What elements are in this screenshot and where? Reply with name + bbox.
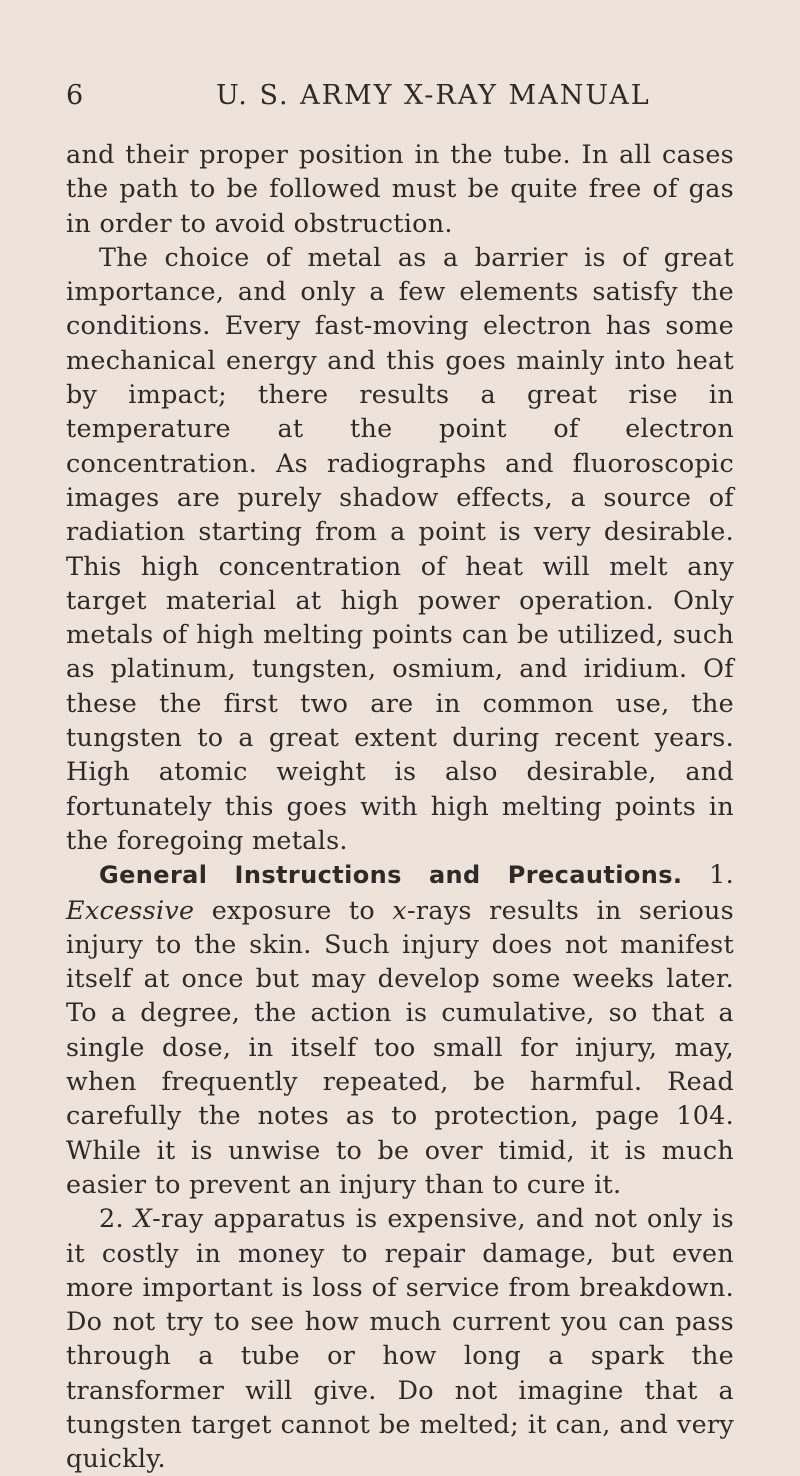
italic-lead-word: Excessive [66, 894, 195, 925]
page-number: 6 [66, 80, 85, 111]
paragraph-text: exposure to [211, 894, 376, 925]
item-number: 1. [709, 859, 734, 890]
paragraph-general-instructions [66, 857, 734, 1201]
italic-x: x [392, 894, 408, 925]
item-number: 2. [99, 1203, 124, 1234]
body-text [66, 137, 734, 1476]
paragraph-continuation: and their proper position in the tube. In all cases the path to be followed must be quite free of gas in order to avoid obstruction. [66, 139, 734, 238]
running-title: U. S. ARMY X-RAY MANUAL [216, 80, 651, 111]
paragraph-text: -ray apparatus is expensive, and not only is it costly in money to repair damage, but even more important is loss of service from breakdown. Do not try to see how much current you can pass through a tube or how long a spark the transformer will give. Do not imagine that a tungsten target cannot be melted; it can, and very quickly. [66, 1203, 734, 1474]
page-header [66, 80, 734, 120]
paragraph-text: -rays results in serious injury to the skin. Such injury does not manifest itself at once but may develop some weeks later. To a degree, the action is cumulative, so that a single dose, in itself too small for injury, may, when frequently repeated, be harmful. Read carefully the notes as to protection, page 104. While it is unwise to be over timid, it is much easier to prevent an injury than to cure it. [66, 894, 735, 1199]
section-heading: General Instructions and Precautions. [99, 861, 683, 890]
paragraph-apparatus [66, 1201, 734, 1475]
paragraph-barrier-metal: The choice of metal as a barrier is of great importance, and only a few elements satisfy the conditions. Every fast-moving electron has some mechanical energy and this goes mainly into heat by impact; there results a great rise in temperature at the point of electron concentration. As radiographs and fluoroscopic images are purely shadow effects, a source of radiation starting from a point is very desirable. This high concentration of heat will melt any target material at high power operation. Only metals of high melting points can be utilized, such as platinum, tungsten, osmium, and iridium. Of these the first two are in common use, the tungsten to a great extent during recent years. High atomic weight is also desirable, and fortunately this goes with high melting points in the foregoing metals. [66, 241, 734, 855]
italic-x: X [133, 1203, 153, 1234]
